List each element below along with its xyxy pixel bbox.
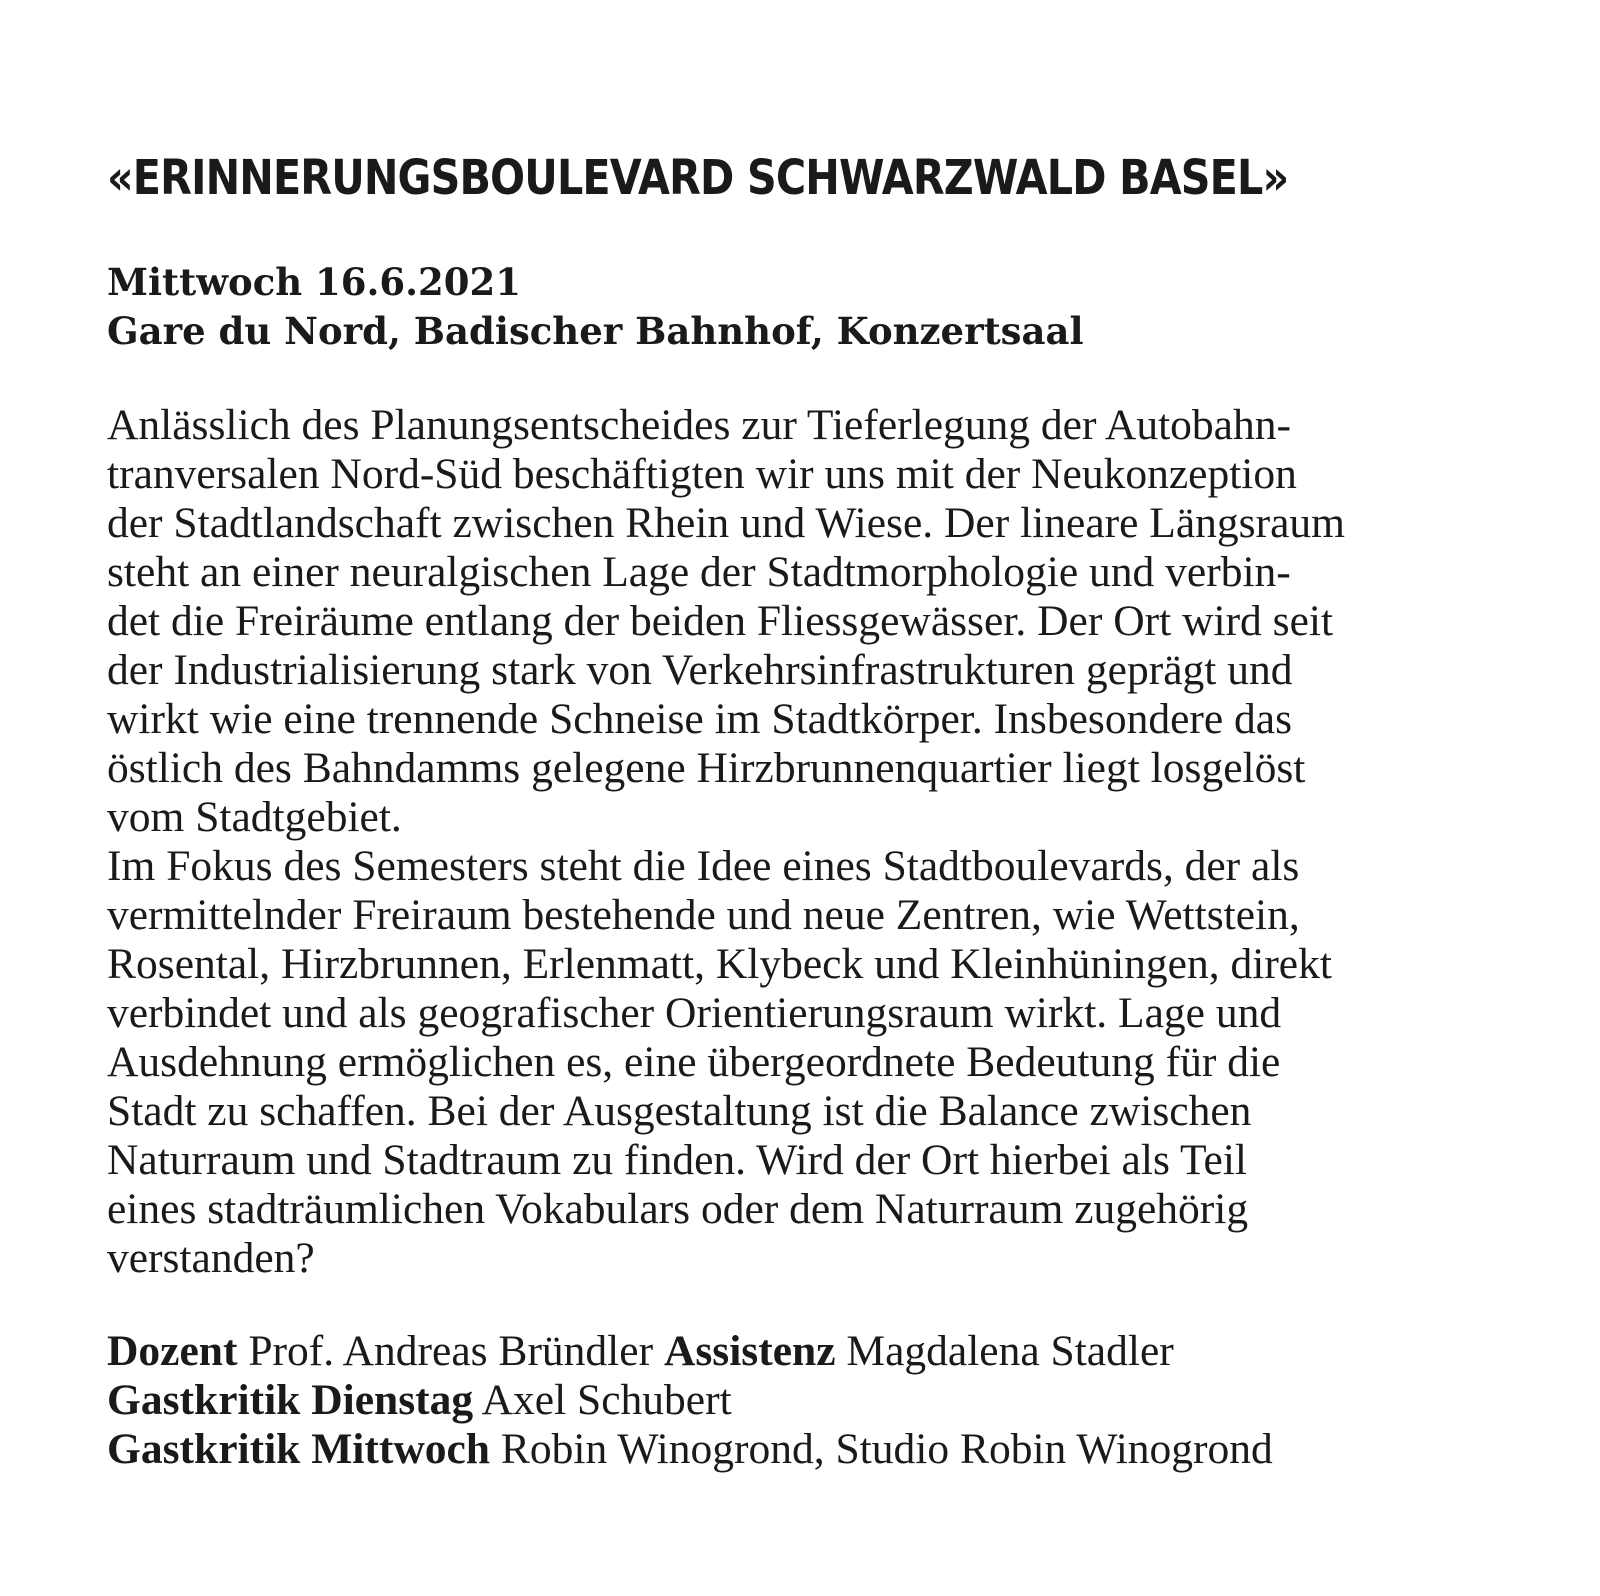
dozent-label: Dozent bbox=[107, 1327, 238, 1375]
description-line: der Stadtlandschaft zwischen Rhein und Wiese. Der lineare Längsraum bbox=[107, 499, 1345, 547]
description-text bbox=[107, 401, 1345, 1283]
page-title: «ERINNERUNGSBOULEVARD SCHWARZWALD BASEL» bbox=[107, 150, 1289, 206]
credits bbox=[107, 1327, 1273, 1474]
description-line: Anlässlich des Planungsentscheides zur Tieferlegung der Autobahn- bbox=[107, 401, 1291, 449]
description-line: verstanden? bbox=[107, 1234, 315, 1282]
event-date: Mittwoch 16.6.2021 bbox=[107, 260, 522, 304]
assistenz-name: Magdalena Stadler bbox=[846, 1327, 1174, 1375]
gastkritik-mittwoch-label: Gastkritik Mittwoch bbox=[107, 1425, 491, 1473]
description-line: Rosental, Hirzbrunnen, Erlenmatt, Klybeck und Kleinhüningen, direkt bbox=[107, 940, 1332, 988]
description-line: vermittelnder Freiraum bestehende und neue Zentren, wie Wettstein, bbox=[107, 891, 1300, 939]
event-info bbox=[107, 258, 1084, 356]
description-line: Ausdehnung ermöglichen es, eine übergeordnete Bedeutung für die bbox=[107, 1038, 1281, 1086]
description-line: steht an einer neuralgischen Lage der Stadtmorphologie und verbin- bbox=[107, 548, 1291, 596]
description-line: vom Stadtgebiet. bbox=[107, 793, 402, 841]
credits-line-staff bbox=[107, 1327, 1273, 1376]
gastkritik-dienstag-name: Axel Schubert bbox=[481, 1376, 732, 1424]
description-line: tranversalen Nord-Süd beschäftigten wir uns mit der Neukonzeption bbox=[107, 450, 1297, 498]
description-line: wirkt wie eine trennende Schneise im Stadtkörper. Insbesondere das bbox=[107, 695, 1293, 743]
description-line: det die Freiräume entlang der beiden Fliessgewässer. Der Ort wird seit bbox=[107, 597, 1334, 645]
description-line: eines stadträumlichen Vokabulars oder dem Naturraum zugehörig bbox=[107, 1185, 1249, 1233]
credits-line-gastkritik-dienstag bbox=[107, 1376, 1273, 1425]
dozent-name: Prof. Andreas Bründler bbox=[248, 1327, 654, 1375]
assistenz-label: Assistenz bbox=[663, 1327, 836, 1375]
description-line: der Industrialisierung stark von Verkehrsinfrastrukturen geprägt und bbox=[107, 646, 1293, 694]
event-location: Gare du Nord, Badischer Bahnhof, Konzertsaal bbox=[107, 309, 1084, 353]
description-line: verbindet und als geografischer Orientierungsraum wirkt. Lage und bbox=[107, 989, 1282, 1037]
gastkritik-dienstag-label: Gastkritik Dienstag bbox=[107, 1376, 474, 1424]
description-line: Stadt zu schaffen. Bei der Ausgestaltung ist die Balance zwischen bbox=[107, 1087, 1252, 1135]
description-line: Naturraum und Stadtraum zu finden. Wird der Ort hierbei als Teil bbox=[107, 1136, 1247, 1184]
gastkritik-mittwoch-name: Robin Winogrond, Studio Robin Winogrond bbox=[500, 1425, 1273, 1473]
description-line: östlich des Bahndamms gelegene Hirzbrunnenquartier liegt losgelöst bbox=[107, 744, 1306, 792]
description-line: Im Fokus des Semesters steht die Idee eines Stadtboulevards, der als bbox=[107, 842, 1300, 890]
credits-line-gastkritik-mittwoch bbox=[107, 1425, 1273, 1474]
